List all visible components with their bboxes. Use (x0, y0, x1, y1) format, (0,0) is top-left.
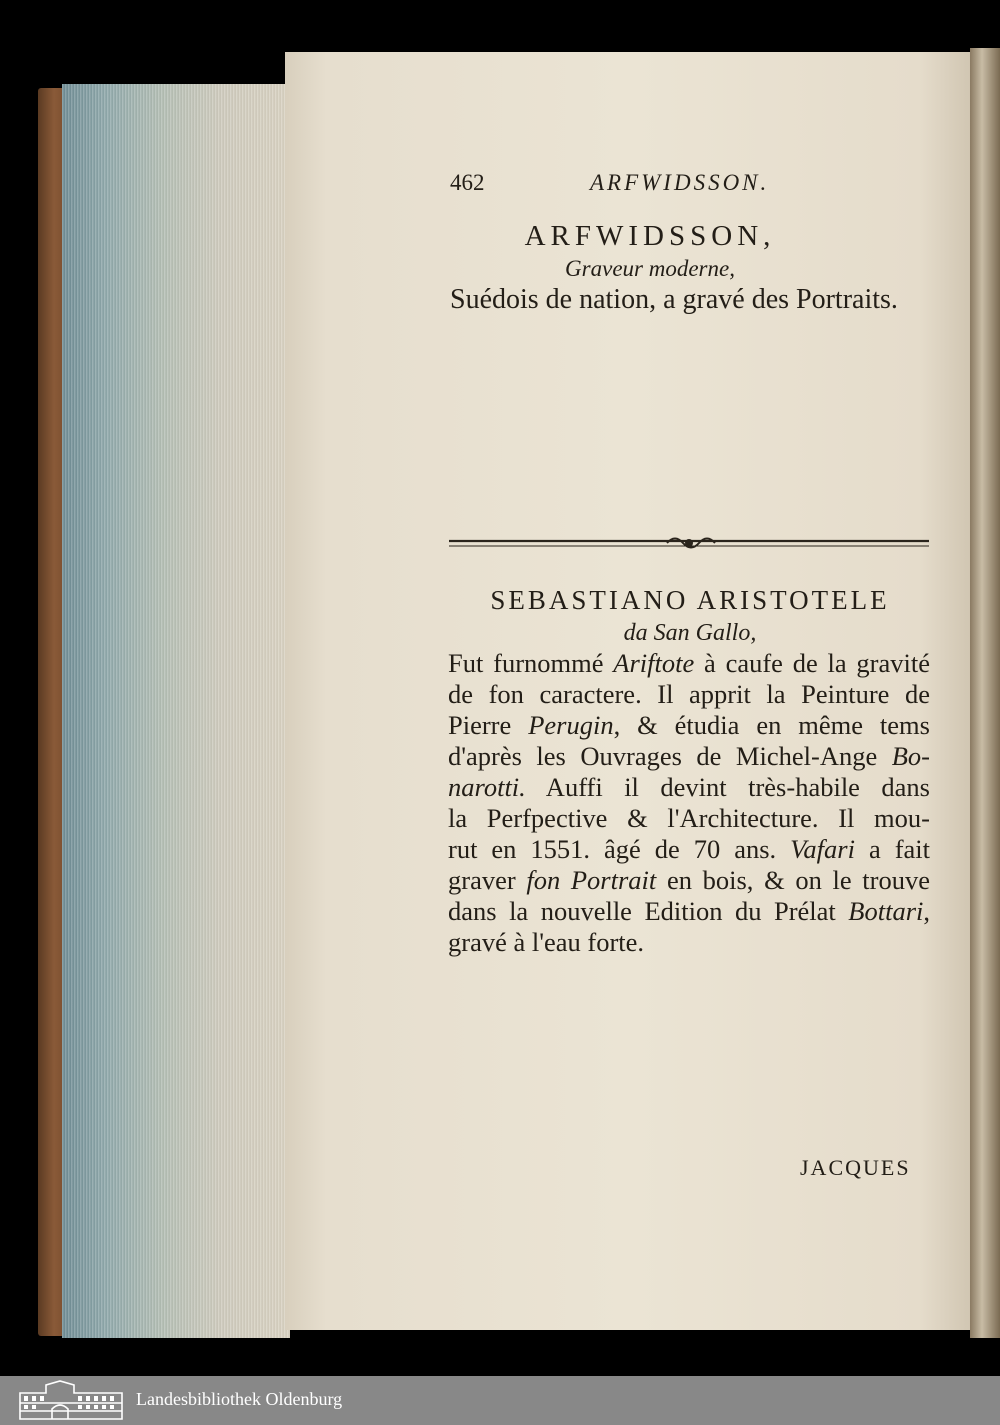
body-line (448, 772, 930, 803)
body-text: en bois, & on le trouve (656, 865, 931, 895)
body-line (448, 741, 930, 772)
body-line (448, 927, 930, 958)
entry-2-subtitle: da San Gallo, (623, 620, 757, 646)
body-text: Pierre (448, 710, 529, 740)
library-building-logo (16, 1379, 126, 1421)
body-text: a fait (854, 834, 931, 864)
body-text: à caufe de la gravité (694, 648, 930, 678)
body-text: dans la nouvelle Edition du Prélat (448, 896, 849, 926)
body-text: d'après les Ouvrages de Michel-Ange (448, 741, 892, 771)
body-text: Fut furnommé (448, 648, 614, 678)
italic-text: Bo- (891, 741, 930, 771)
italic-text: narotti. (448, 772, 526, 802)
entry-2-body (448, 648, 930, 958)
body-line (448, 710, 930, 741)
page-header (450, 170, 835, 200)
body-line (448, 896, 930, 927)
italic-text: Perugin (528, 710, 614, 740)
body-text: , & étudia en même tems (613, 710, 930, 740)
body-text: gravé à l'eau forte. (448, 927, 645, 957)
library-footer-bar (0, 1376, 1000, 1425)
body-line (448, 679, 930, 710)
body-line (448, 803, 930, 834)
italic-text: fon Portrait (526, 865, 657, 895)
body-text: de fon caractere. Il apprit la Peinture de (448, 679, 930, 709)
entry-1-subtitle: Graveur moderne, (565, 256, 735, 281)
body-line (448, 648, 930, 679)
page-number: 462 (450, 170, 485, 195)
body-text: rut en 1551. âgé de 70 ans. (448, 834, 791, 864)
body-line (448, 834, 930, 865)
body-text: la Perfpective & l'Architecture. Il mou- (448, 803, 930, 833)
body-text: , (923, 896, 930, 926)
entry-1-body: Suédois de nation, a gravé des Portraits. (450, 284, 898, 315)
italic-text: Vafari (790, 834, 855, 864)
entry-2-title: SEBASTIANO ARISTOTELE (490, 585, 890, 615)
page-block-edges (62, 84, 290, 1338)
running-title: ARFWIDSSON. (590, 170, 770, 195)
italic-text: Bottari (848, 896, 924, 926)
italic-text: Ariftote (613, 648, 695, 678)
body-text: graver (448, 865, 527, 895)
page-gutter (970, 48, 1000, 1338)
body-text: Auffi il devint très-habile dans (525, 772, 930, 802)
catchword: JACQUES (800, 1155, 911, 1180)
ornament-divider (447, 532, 931, 554)
library-name: Landesbibliothek Oldenburg (136, 1389, 343, 1409)
body-line (448, 865, 930, 896)
entry-1-title: ARFWIDSSON, (524, 220, 776, 252)
